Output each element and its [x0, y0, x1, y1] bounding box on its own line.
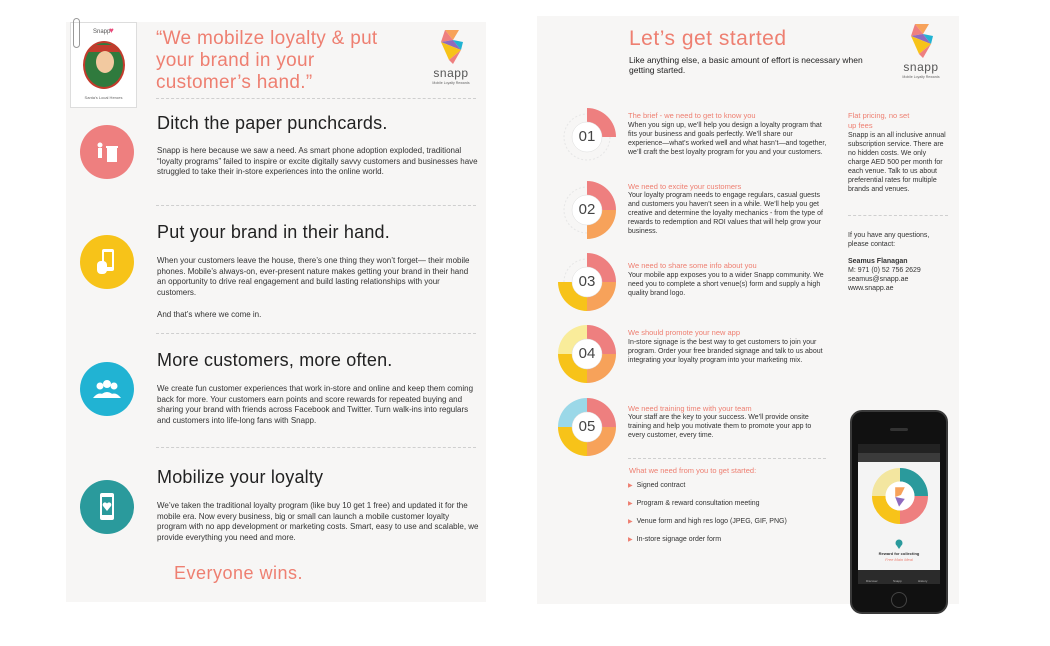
reward-item: Free Main Meal [885, 557, 913, 562]
step-body-5: Your staff are the key to your success. We’ll provide onsite training and help you motivate them to promote your app to every customer, every time. [628, 414, 812, 439]
feature-icon-2 [80, 235, 134, 289]
contact-name: Seamus Flanagan [848, 258, 908, 265]
feature-body-3: We create fun customer experiences that work in-store and online and keep them coming back for more. Your customers earn points and score rewards for repeated buying and sharing your brand with friends across Facebook and Twitter. Turn walk-ins into regulars and customers into life-long fans with Snapp. [157, 384, 474, 425]
step-number: 01 [578, 128, 596, 145]
step-body-4: In-store signage is the best way to get customers to join your program. Order your free branded signage and talk to us about integrating your loyalty program into your marketing mix. [628, 339, 823, 364]
progress-wheel-icon [872, 468, 928, 524]
divider [848, 215, 948, 216]
reward-label: Reward for collecting [878, 551, 920, 556]
divider [156, 333, 476, 334]
contact-phone: M: 971 (0) 52 756 2629 [848, 267, 921, 274]
page-quote: “We mobilze loyalty & put your brand in your customer’s hand.” [156, 28, 378, 93]
phone-tabbar [858, 570, 940, 584]
client-logo [83, 41, 125, 89]
client-card-tag: Snapp [93, 29, 111, 35]
client-card [70, 22, 137, 108]
divider [156, 447, 476, 448]
arrow-right-icon: ▶ [628, 519, 633, 525]
snapp-logo-word: snapp [433, 66, 469, 80]
snapp-logo-icon [439, 30, 463, 64]
feature-icon-3 [80, 362, 134, 416]
feature-icon-4 [80, 480, 134, 534]
phone-speaker [890, 428, 908, 431]
feature-body-2b: And that’s where we come in. [157, 310, 262, 319]
feature-body-4: We’ve taken the traditional loyalty program (like buy 10 get 1 free) and updated it for the mobile era. Now every business, big or small can launch a mobile customer loyalty program with no app development or marketing costs. Smart, easy to use and scalable, we provide everything you need and more. [157, 501, 479, 542]
phone-mockup [850, 410, 948, 614]
step-number: 04 [578, 345, 596, 362]
trash-bin-icon [92, 137, 122, 167]
people-group-icon [92, 374, 122, 404]
client-card-caption: Santa's Local Heroes [84, 95, 123, 100]
step-ring-3 [558, 253, 616, 311]
divider [156, 98, 476, 99]
step-number: 03 [578, 273, 596, 290]
arrow-right-icon: ▶ [628, 483, 633, 489]
tab-history[interactable]: History [918, 579, 928, 583]
tab-discover[interactable]: Discover [866, 579, 878, 583]
contact-intro: If you have any questions, please contact: [848, 232, 930, 248]
arrow-right-icon: ▶ [628, 537, 633, 543]
step-title-2: We need to excite your customers [628, 182, 742, 191]
pricing-body: Snapp is an all inclusive annual subscription service. There are no hidden costs. We only charge AED 500 per month for each venue. Talk to us about preferential rates for multiple brands and venues. [848, 132, 946, 193]
heart-icon: ♥ [109, 26, 114, 35]
feature-title-1: Ditch the paper punchcards. [157, 113, 388, 133]
list-item: ▶ Signed contract [628, 482, 686, 489]
right-page-title: Let’s get started [629, 27, 787, 50]
step-number: 02 [578, 201, 596, 218]
snapp-logo-sub: Mobile Loyalty Rewards [432, 81, 470, 85]
phone-screen [858, 444, 940, 584]
feature-title-4: Mobilize your loyalty [157, 467, 324, 487]
snapp-logo-icon [909, 24, 933, 58]
feature-icon-1 [80, 125, 134, 179]
snapp-logo-right [896, 24, 946, 84]
paperclip-icon [73, 18, 80, 48]
snapp-logo-word: snapp [903, 60, 939, 74]
list-item: ▶ In-store signage order form [628, 536, 722, 543]
arrow-right-icon: ▶ [628, 501, 633, 507]
home-button[interactable] [891, 592, 907, 608]
hand-phone-icon [92, 247, 122, 277]
step-ring-5 [558, 398, 616, 456]
right-page-intro: Like anything else, a basic amount of effort is necessary when getting started. [629, 55, 863, 75]
snapp-logo-sub: Mobile Loyalty Rewards [902, 75, 940, 79]
list-item: ▶ Program & reward consultation meeting [628, 500, 760, 507]
snapp-logo [426, 30, 476, 90]
tab-snapp[interactable]: Snapp [893, 579, 902, 583]
reward-badge-icon [895, 539, 903, 549]
divider [628, 458, 826, 459]
step-number: 05 [578, 418, 596, 435]
needs-list [628, 481, 828, 553]
step-body-2: Your loyalty program needs to engage regulars, casual guests and customers you haven’t seen in a while. We’ll help you get creative and determine the loyalty mechanics - from the type of rewards to redemption and ROI values that will help grow your business. [628, 192, 823, 235]
step-ring-2 [558, 181, 616, 239]
feature-body-1: Snapp is here because we saw a need. As smart phone adoption exploded, traditional “loyalty programs” failed to inspire or excite digitally savvy customers and businesses have struggled to take their in-store experiences into the online world. [157, 146, 478, 176]
closing-tagline: Everyone wins. [174, 563, 304, 583]
step-title-4: We should promote your new app [628, 328, 741, 337]
divider [156, 205, 476, 206]
step-title-1: The brief - we need to get to know you [628, 111, 756, 120]
feature-body-2: When your customers leave the house, there’s one thing they won’t forget— their mobile phones. Mobile’s always-on, ever-present nature makes getting your brand in their hand an opportunity to drive real engagement and build lasting relationships with your customers. [157, 256, 470, 297]
list-item: ▶ Venue form and high res logo (JPEG, GIF, PNG) [628, 518, 787, 525]
feature-title-2: Put your brand in their hand. [157, 222, 390, 242]
step-body-3: Your mobile app exposes you to a wider Snapp community. We need you to complete a short venue(s) form and supply a high quality brand logo. [628, 272, 824, 297]
feature-title-3: More customers, more often. [157, 350, 393, 370]
phone-heart-icon [92, 492, 122, 522]
needs-title: What we need from you to get started: [629, 466, 757, 475]
step-title-5: We need training time with your team [628, 404, 752, 413]
contact-web: www.snapp.ae [848, 285, 894, 292]
step-ring-4 [558, 325, 616, 383]
step-ring-1 [558, 108, 616, 166]
pricing-title: Flat pricing, no set up fees [848, 111, 910, 130]
step-body-1: When you sign up, we’ll help you design a loyalty program that fits your business and goals perfectly. We’ll share our experience—what’s worked well and what hasn’t—and together, we’ll craft the best loyalty program for you and your customers. [628, 122, 827, 156]
contact-email: seamus@snapp.ae [848, 276, 909, 283]
step-title-3: We need to share some info about you [628, 261, 757, 270]
